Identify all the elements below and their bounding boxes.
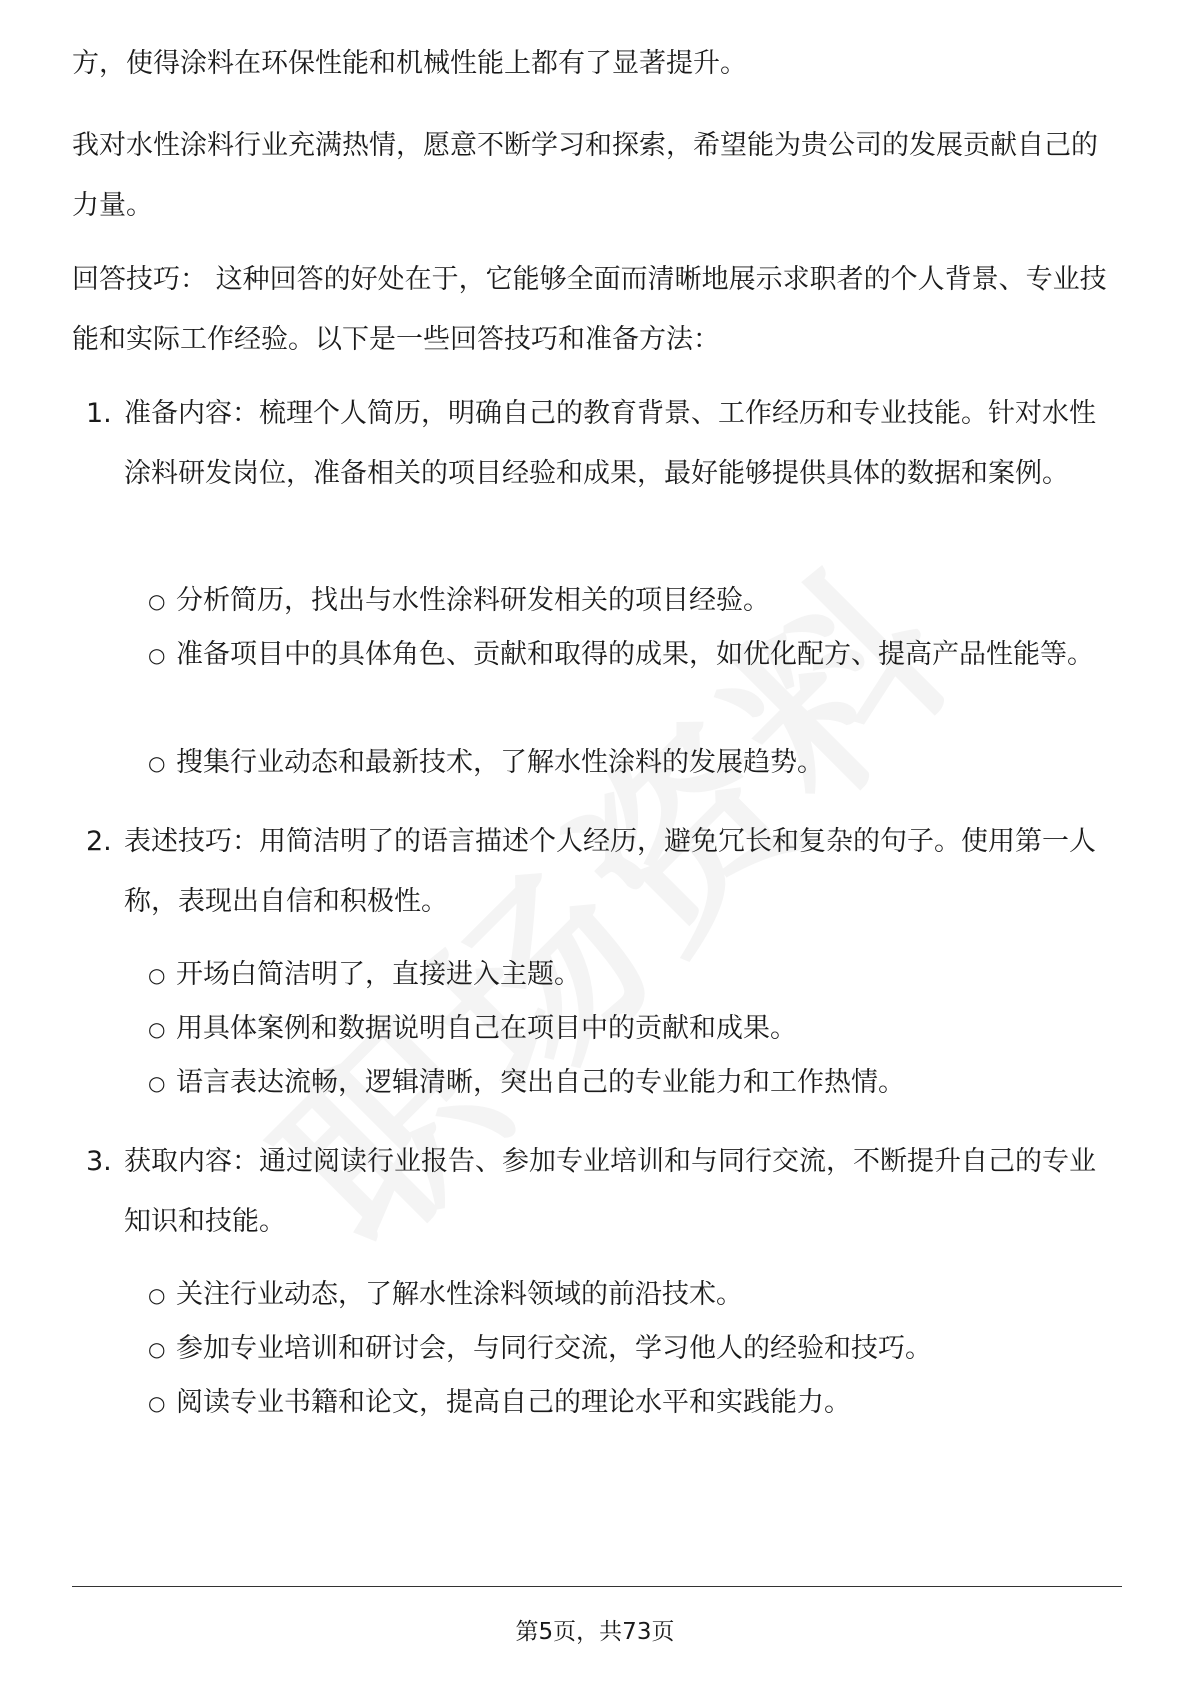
bullet-item [140,1320,1100,1378]
paragraph-answer-tips: 回答技巧： 这种回答的好处在于，它能够全面而清晰地展示求职者的个人背景、专业技能和实际工作经验。以下是一些回答技巧和准备方法： [72,264,1107,355]
bullet-item [140,734,1100,792]
bullet-text: 准备项目中的具体角色、贡献和取得的成果，如优化配方、提高产品性能等。 [176,639,1094,670]
bullet-text: 参加专业培训和研讨会，与同行交流，学习他人的经验和技巧。 [176,1333,932,1364]
list-item-2 [72,812,1122,932]
bullet-circle-icon: ○ [148,1071,166,1095]
list-item-text: 表述技巧：用简洁明了的语言描述个人经历，避免冗长和复杂的句子。使用第一人称，表现出自信和积极性。 [124,826,1096,917]
bullet-circle-icon: ○ [148,1337,166,1361]
bullet-circle-icon: ○ [148,1283,166,1307]
bullet-item [140,1000,1100,1058]
list-item-1 [72,384,1122,504]
bullet-text: 开场白简洁明了，直接进入主题。 [176,959,581,990]
bullet-item [140,1266,1100,1324]
list-item-text: 获取内容：通过阅读行业报告、参加专业培训和与同行交流，不断提升自己的专业知识和技能。 [124,1146,1096,1237]
list-number: 3. [86,1146,112,1177]
bullet-text: 关注行业动态，了解水性涂料领域的前沿技术。 [176,1279,743,1310]
paragraph-passion: 我对水性涂料行业充满热情，愿意不断学习和探索，希望能为贵公司的发展贡献自己的力量。 [72,130,1098,221]
list-item-text: 准备内容：梳理个人简历，明确自己的教育背景、工作经历和专业技能。针对水性涂料研发岗位，准备相关的项目经验和成果，最好能够提供具体的数据和案例。 [124,398,1096,489]
bullet-item [140,572,1100,630]
bullet-circle-icon: ○ [148,1391,166,1415]
bullet-circle-icon: ○ [148,589,166,613]
bullet-item [140,946,1100,1004]
bullet-text: 分析简历，找出与水性涂料研发相关的项目经验。 [176,585,770,616]
list-item-3 [72,1132,1122,1252]
bullet-item [140,1374,1100,1432]
bullet-circle-icon: ○ [148,643,166,667]
bullet-circle-icon: ○ [148,751,166,775]
paragraph-intro-end: 方，使得涂料在环保性能和机械性能上都有了显著提升。 [72,48,747,79]
bullet-text: 语言表达流畅，逻辑清晰，突出自己的专业能力和工作热情。 [176,1067,905,1098]
bullet-circle-icon: ○ [148,963,166,987]
bullet-item [140,1054,1100,1112]
bullet-text: 用具体案例和数据说明自己在项目中的贡献和成果。 [176,1013,797,1044]
list-number: 2. [86,826,112,857]
bullet-text: 阅读专业书籍和论文，提高自己的理论水平和实践能力。 [176,1387,851,1418]
bullet-circle-icon: ○ [148,1017,166,1041]
bullet-text: 搜集行业动态和最新技术，了解水性涂料的发展趋势。 [176,747,824,778]
footer-divider [72,1586,1122,1587]
bullet-item [140,626,1100,684]
list-number: 1. [86,398,112,429]
page-number: 第5页，共73页 [515,1619,675,1645]
